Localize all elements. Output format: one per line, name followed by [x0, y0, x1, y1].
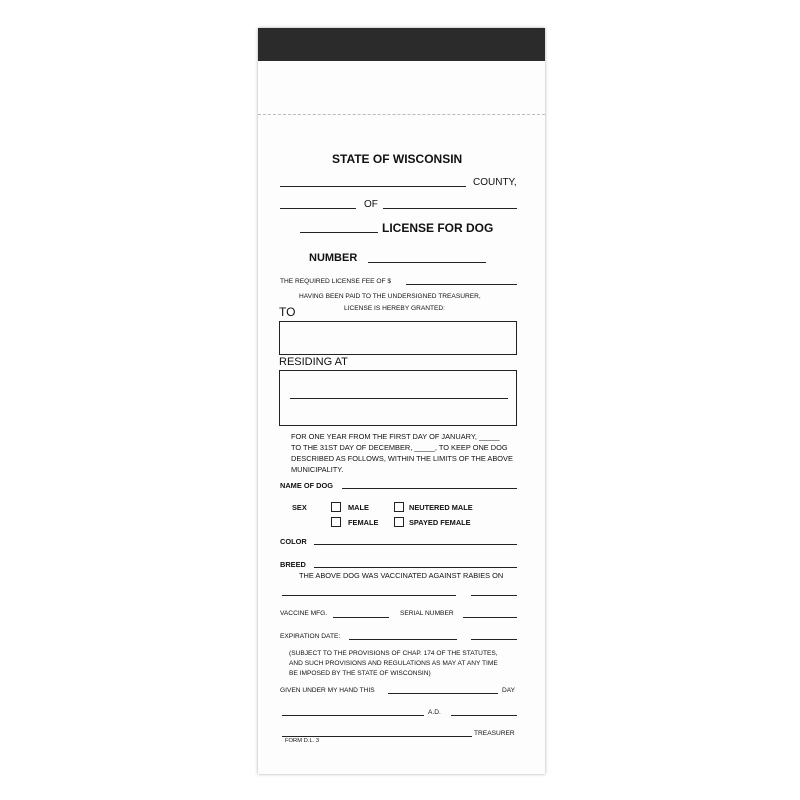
- paid-text: HAVING BEEN PAID TO THE UNDERSIGNED TREASURER,: [299, 293, 481, 300]
- female-checkbox[interactable]: [331, 517, 341, 527]
- ad-label: A.D.: [428, 709, 441, 716]
- male-checkbox[interactable]: [331, 502, 341, 512]
- name-of-dog-line[interactable]: [342, 488, 517, 489]
- to-label: TO: [279, 305, 296, 319]
- expiration-date-line[interactable]: [349, 639, 457, 640]
- color-label: COLOR: [280, 537, 307, 546]
- to-name-box[interactable]: [279, 321, 517, 355]
- number-label: NUMBER: [309, 252, 358, 264]
- color-line[interactable]: [314, 544, 517, 545]
- spayed-female-label: SPAYED FEMALE: [409, 518, 471, 527]
- male-label: MALE: [348, 503, 369, 512]
- license-form-pad: [258, 28, 545, 774]
- given-day-line[interactable]: [388, 693, 498, 694]
- breed-label: BREED: [280, 560, 306, 569]
- subject-line-1: (SUBJECT TO THE PROVISIONS OF CHAP. 174 OF THE STATUTES,: [289, 650, 498, 657]
- spayed-female-checkbox[interactable]: [394, 517, 404, 527]
- number-line[interactable]: [368, 262, 486, 263]
- serial-number-line[interactable]: [463, 617, 517, 618]
- of-label: OF: [364, 199, 378, 210]
- form-id: FORM D.L. 3: [285, 738, 320, 744]
- expiration-year-line[interactable]: [471, 639, 517, 640]
- treasurer-label: TREASURER: [474, 730, 515, 737]
- county-label: COUNTY,: [473, 177, 517, 188]
- granted-text: LICENSE IS HEREBY GRANTED:: [344, 305, 446, 312]
- neutered-male-checkbox[interactable]: [394, 502, 404, 512]
- license-for-dog-title: LICENSE FOR DOG: [382, 221, 494, 235]
- term-line-2: TO THE 31ST DAY OF DECEMBER, _____, TO KEEP ONE DOG: [291, 443, 508, 452]
- vaccination-date-line[interactable]: [282, 595, 456, 596]
- ad-year-line[interactable]: [451, 715, 517, 716]
- given-under-hand-label: GIVEN UNDER MY HAND THIS: [280, 687, 375, 694]
- of-prefix-line[interactable]: [280, 208, 356, 209]
- vaccine-mfg-line[interactable]: [333, 617, 389, 618]
- neutered-male-label: NEUTERED MALE: [409, 503, 473, 512]
- given-month-line[interactable]: [282, 715, 424, 716]
- state-title: STATE OF WISCONSIN: [332, 152, 463, 166]
- subject-line-2: AND SUCH PROVISIONS AND REGULATIONS AS MAY AT ANY TIME: [289, 660, 498, 667]
- fee-line[interactable]: [406, 284, 517, 285]
- expiration-date-label: EXPIRATION DATE:: [280, 633, 341, 640]
- license-type-line[interactable]: [300, 232, 378, 233]
- fee-text: THE REQUIRED LICENSE FEE OF $: [280, 278, 392, 285]
- perforation-line: [258, 114, 545, 115]
- county-line[interactable]: [280, 186, 466, 187]
- name-of-dog-label: NAME OF DOG: [280, 481, 333, 490]
- treasurer-signature-line[interactable]: [282, 736, 472, 737]
- term-line-3: DESCRIBED AS FOLLOWS, WITHIN THE LIMITS OF THE ABOVE: [291, 454, 513, 463]
- breed-line[interactable]: [314, 567, 517, 568]
- day-label: DAY: [502, 687, 516, 694]
- term-line-1: FOR ONE YEAR FROM THE FIRST DAY OF JANUARY, _____: [291, 432, 500, 441]
- pad-binding-strip: [258, 28, 545, 61]
- vaccinated-text: THE ABOVE DOG WAS VACCINATED AGAINST RABIES ON: [299, 571, 504, 580]
- subject-line-3: BE IMPOSED BY THE STATE OF WISCONSIN): [289, 670, 431, 677]
- term-line-4: MUNICIPALITY.: [291, 465, 344, 474]
- residing-at-label: RESIDING AT: [279, 356, 348, 368]
- serial-number-label: SERIAL NUMBER: [400, 610, 454, 617]
- sex-label: SEX: [292, 503, 307, 512]
- of-municipality-line[interactable]: [383, 208, 517, 209]
- female-label: FEMALE: [348, 518, 379, 527]
- vaccine-mfg-label: VACCINE MFG.: [280, 610, 328, 617]
- vaccination-year-line[interactable]: [471, 595, 517, 596]
- address-line: [290, 398, 508, 399]
